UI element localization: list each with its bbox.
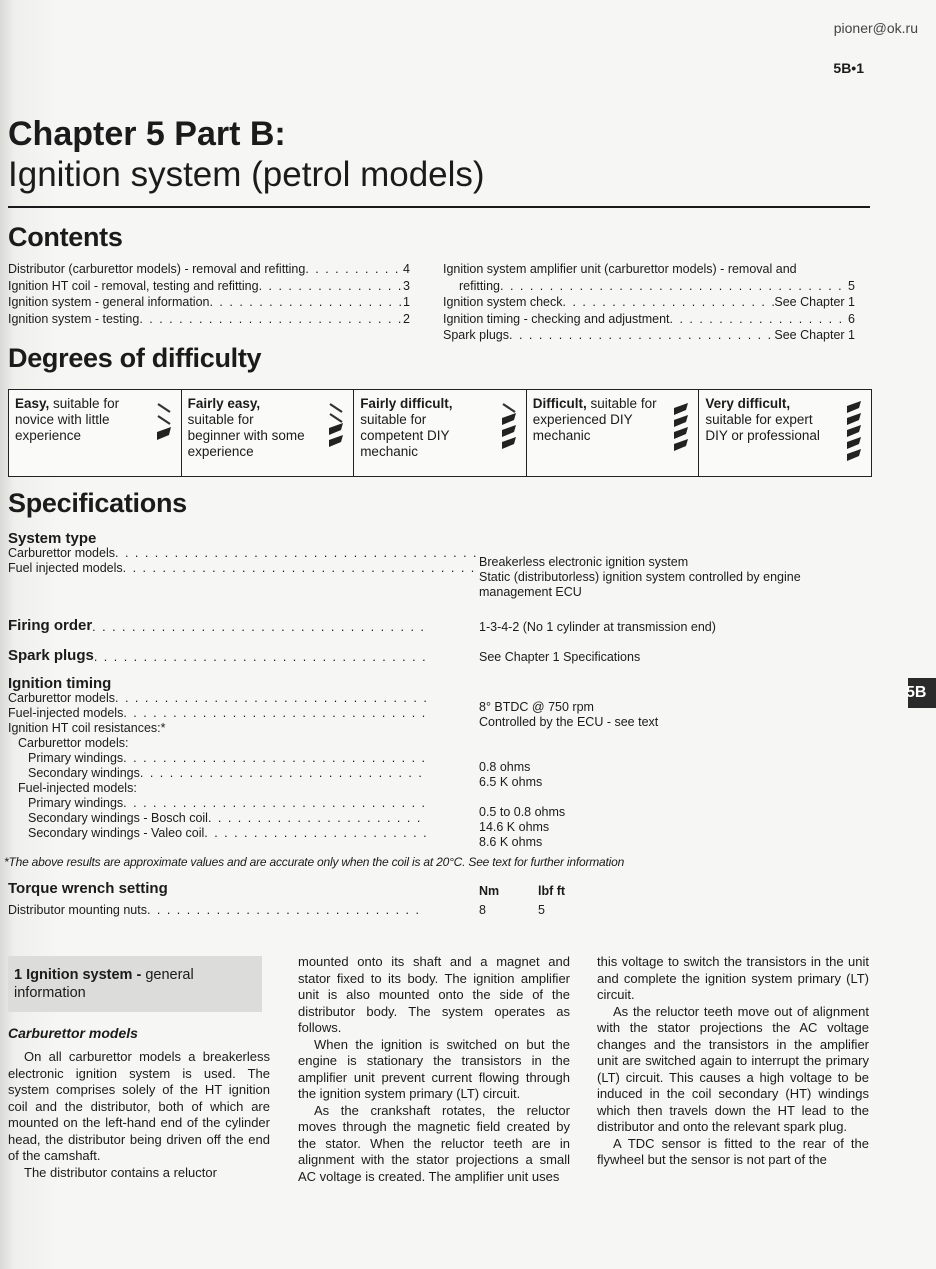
toc-entry-page: 3 [403, 278, 410, 293]
spec-value: 0.5 to 0.8 ohms [479, 805, 566, 819]
spec-label: Secondary windings - Bosch coil [28, 811, 208, 825]
spec-row [8, 751, 426, 766]
spec-label: Ignition HT coil resistances:* [8, 721, 166, 735]
spanner-2-icon [325, 398, 347, 456]
contents-heading: Contents [8, 222, 123, 252]
spanner-3-icon [498, 398, 520, 456]
spec-label: Primary windings [28, 796, 124, 810]
contents-right [443, 261, 855, 344]
difficulty-level: Difficult, [532, 396, 587, 411]
paragraph: As the reluctor teeth move out of alignment with the stator projections the AC voltage changes and the transistors in the amplifier unit are switched again to interrupt the primary (LT) circuit. This causes a high voltage to be induced in the coil secondary (HT) windings which then travels down the HT lead to the distributor and onto the relevant spark plug. [597, 1003, 869, 1134]
toc-entry-page: See Chapter 1 [774, 328, 855, 342]
toc-entry-title: Ignition system - general information [8, 295, 210, 309]
spanner-5-icon [843, 398, 865, 462]
spec-value: 0.8 ohms [479, 760, 531, 774]
paragraph: mounted onto its shaft and a magnet and stator fixed to its body. The ignition amplifier unit is also mounted onto the side of the distributor body. The system operates as follows. [298, 954, 570, 1035]
spec-row [8, 706, 426, 721]
spec-section-title: System type [8, 530, 97, 547]
toc-entry[interactable] [443, 278, 855, 295]
paragraph: A TDC sensor is fitted to the rear of the flywheel but the sensor is not part of the [597, 1135, 869, 1167]
spec-row [8, 826, 426, 841]
spec-label: Fuel-injected models: [18, 781, 137, 795]
spec-label: Carburettor models [8, 691, 115, 705]
difficulty-very-difficult [699, 390, 871, 476]
spec-row [8, 647, 426, 667]
spec-labels-timing [8, 676, 426, 841]
difficulty-desc: suitable for novice with little experience [15, 396, 120, 443]
spec-label: Carburettor models: [18, 736, 129, 750]
section-heading [14, 966, 254, 1002]
toc-entry-title: Ignition system check [443, 295, 563, 309]
spec-footnote: *The above results are approximate values and are accurate only when the coil is at 20°C. See text for further information [4, 855, 625, 869]
spec-value: 6.5 K ohms [479, 775, 543, 789]
toc-entry-page: 5 [848, 278, 855, 293]
chapter-title: Chapter 5 Part B: [8, 115, 286, 153]
body-column-1 [8, 1049, 270, 1181]
spec-row [8, 691, 426, 706]
spec-value: 14.6 K ohms [479, 820, 550, 834]
spec-label: Distributor mounting nuts [8, 903, 147, 917]
spec-section-title: Spark plugs [8, 647, 94, 664]
toc-entry-page: See Chapter 1 [774, 295, 855, 309]
toc-entry-page: 6 [848, 311, 855, 326]
subsection-heading: Carburettor models [8, 1025, 138, 1041]
toc-entry-page: 4 [403, 262, 410, 276]
unit-lbf-ft: lbf ft [538, 884, 566, 898]
toc-entry[interactable] [8, 278, 410, 295]
spec-value: See Chapter 1 Specifications [479, 650, 641, 664]
difficulty-heading: Degrees of difficulty [8, 343, 262, 373]
spec-value: Breakerless electronic ignition system [479, 555, 689, 569]
paragraph: The distributor contains a reluctor [24, 1164, 217, 1180]
spec-section-title: Firing order [8, 617, 93, 634]
spec-row [8, 903, 426, 918]
section-number-title: 1 Ignition system - [14, 967, 142, 983]
toc-entry-title: Ignition system amplifier unit (carburettor models) - removal and [443, 262, 797, 276]
toc-entry[interactable] [443, 294, 855, 311]
spec-row [8, 796, 426, 811]
spec-row [8, 811, 426, 826]
difficulty-difficult [527, 390, 700, 476]
spanner-1-icon [153, 398, 175, 456]
spec-value: 8 [479, 903, 486, 917]
torque-heading: Torque wrench setting [8, 880, 168, 897]
spec-label: Secondary windings - Valeo coil [28, 826, 205, 840]
specifications-heading: Specifications [8, 488, 187, 518]
spec-value: Static (distributorless) ignition system controlled by engine [479, 570, 801, 584]
toc-entry[interactable] [8, 294, 410, 311]
difficulty-level: Very difficult, [705, 396, 791, 411]
toc-entry-title: Ignition timing - checking and adjustment [443, 311, 670, 326]
toc-entry[interactable] [443, 327, 855, 344]
difficulty-level: Fairly easy, [187, 396, 261, 411]
toc-entry-title: Spark plugs [443, 328, 510, 342]
page-number: 5B•1 [833, 60, 864, 76]
toc-entry[interactable] [8, 261, 410, 278]
paragraph: When the ignition is switched on but the engine is stationary the transistors in the amplifier unit prevent current flowing through the ignition system primary (LT) circuit. [298, 1036, 570, 1101]
title-rule [8, 206, 870, 208]
spec-labels [8, 531, 478, 576]
spec-row [8, 766, 426, 781]
spec-value: 8.6 K ohms [479, 835, 543, 849]
difficulty-desc: suitable for expert DIY or professional [705, 412, 820, 443]
contents-left [8, 261, 410, 327]
spec-label: Secondary windings [28, 766, 140, 780]
spec-row [8, 561, 478, 576]
difficulty-desc: suitable for beginner with some experience [187, 412, 305, 459]
spec-values [479, 555, 859, 600]
toc-entry-page: 1 [403, 295, 410, 309]
body-column-3 [597, 954, 869, 1169]
spec-value: Controlled by the ECU - see text [479, 715, 659, 729]
difficulty-easy [9, 390, 182, 476]
difficulty-level: Easy, [15, 396, 50, 411]
toc-entry-page: 2 [403, 311, 410, 326]
spec-row [8, 617, 426, 637]
unit-nm: Nm [479, 884, 500, 898]
chapter-subtitle: Ignition system (petrol models) [8, 155, 485, 194]
spec-value: 1-3-4-2 (No 1 cylinder at transmission end) [479, 620, 716, 634]
spec-values-timing [479, 700, 859, 850]
section-title-rest: general [141, 967, 194, 983]
paragraph: As the crankshaft rotates, the reluctor moves through the magnetic field created by the stator. When the reluctor teeth are in alignment with the stator projections a small AC voltage is created. The amplifier unit uses [298, 1102, 570, 1184]
spec-section-title: Ignition timing [8, 675, 112, 692]
difficulty-level: Fairly difficult, [360, 396, 453, 411]
toc-entry-title: Distributor (carburettor models) - removal and refitting [8, 262, 306, 276]
difficulty-desc: suitable for competent DIY mechanic [360, 412, 450, 459]
spec-label: Fuel injected models [8, 561, 123, 575]
toc-entry-title: Ignition system - testing [8, 311, 140, 326]
spec-label: Primary windings [28, 751, 124, 765]
difficulty-desc: suitable for experienced DIY mechanic [532, 396, 657, 443]
toc-entry[interactable] [443, 311, 855, 328]
chapter-tab[interactable]: 5B [908, 678, 936, 708]
spanner-4-icon [670, 398, 692, 456]
toc-entry-title: Ignition HT coil - removal, testing and refitting [8, 278, 259, 293]
toc-entry[interactable] [8, 311, 410, 328]
paragraph: this voltage to switch the transistors in the unit and complete the ignition system primary (LT) circuit. [597, 954, 869, 1002]
spec-value: management ECU [479, 585, 582, 599]
section-title-rest: information [14, 985, 86, 1001]
paragraph: On all carburettor models a breakerless electronic ignition system is used. The system comprises solely of the HT ignition coil and the distributor, both of which are mounted on the left-hand end of the cylinder head, the distributor being driven off the end of the camshaft. [8, 1049, 270, 1163]
spec-label: Fuel-injected models [8, 706, 124, 720]
difficulty-fairly-easy [182, 390, 355, 476]
spec-row [8, 546, 478, 561]
watermark: pioner@ok.ru [833, 20, 918, 36]
spec-value: 8° BTDC @ 750 rpm [479, 700, 594, 714]
difficulty-table [8, 389, 872, 477]
toc-entry-title: refitting [459, 278, 500, 293]
body-column-2 [298, 954, 570, 1185]
spec-label: Carburettor models [8, 546, 115, 560]
spec-value: 5 [538, 903, 545, 917]
difficulty-fairly-difficult [354, 390, 527, 476]
